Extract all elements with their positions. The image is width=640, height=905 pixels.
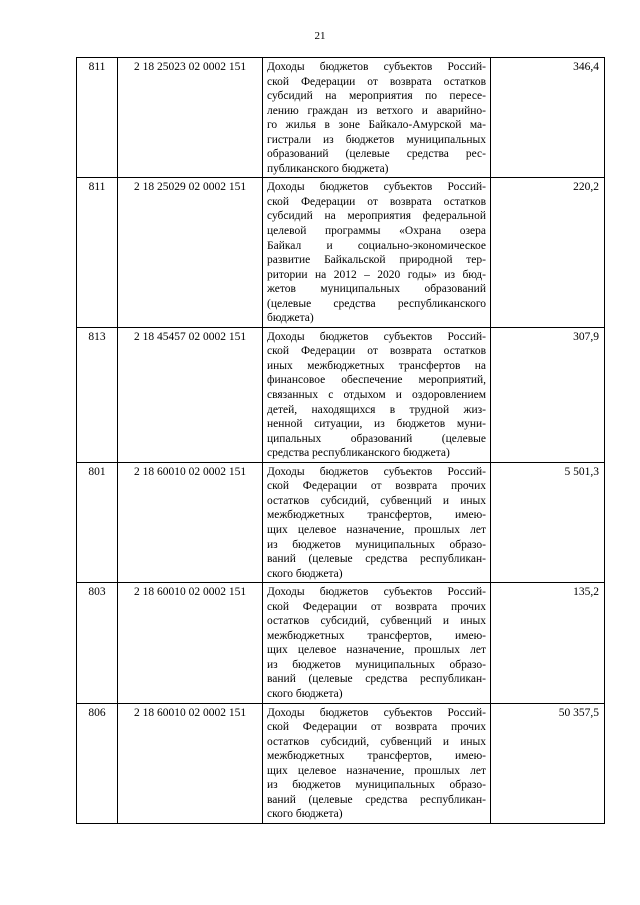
revenue-name-line: из бюджетов муниципальных образо-: [267, 779, 486, 792]
table-row: [77, 703, 605, 823]
revenue-name-line: субсидий на мероприятия по пересе-: [267, 90, 486, 103]
revenue-name-cell: [263, 58, 491, 178]
revenue-name-line: жетов муниципальных образований: [267, 283, 486, 296]
revenue-name-line: остатков субсидий, субвенций и иных: [267, 615, 486, 628]
amount-cell: 220,2: [491, 178, 605, 327]
revenue-name-line: остатков субсидий, субвенций и иных: [267, 494, 486, 507]
amount-cell: 307,9: [491, 327, 605, 462]
revenue-name-line: субсидий на мероприятия федеральной: [267, 210, 486, 223]
admin-code-cell: 813: [77, 327, 118, 462]
budget-classification-code-cell: 2 18 25023 02 0002 151: [118, 58, 263, 178]
revenue-name-line: ской Федерации от возврата прочих: [267, 721, 486, 734]
table-row: [77, 462, 605, 582]
revenue-name-line: Доходы бюджетов субъектов Россий-: [267, 465, 486, 478]
revenue-name-line: ненной ситуации, из бюджетов муни-: [267, 418, 486, 431]
revenue-name-line: ского бюджета): [267, 808, 343, 821]
admin-code-cell: 811: [77, 58, 118, 178]
revenue-name-line: гистрали из бюджетов муниципальных: [267, 133, 486, 146]
revenue-name-line: Байкал и социально-экономическое: [267, 239, 486, 252]
amount-cell: 50 357,5: [491, 703, 605, 823]
admin-code-cell: 811: [77, 178, 118, 327]
revenue-name-line: развитие Байкальской природной тер-: [267, 254, 486, 267]
revenue-name-line: щих целевое назначение, прошлых лет: [267, 523, 486, 536]
admin-code-cell: 806: [77, 703, 118, 823]
table-row: [77, 58, 605, 178]
revenue-name-line: публиканского бюджета): [267, 162, 389, 175]
revenue-name-line: межбюджетных трансфертов, имею-: [267, 509, 486, 522]
amount-cell: 346,4: [491, 58, 605, 178]
revenue-table-body: [77, 58, 605, 824]
revenue-name-cell: [263, 583, 491, 703]
revenue-name-line: образований (целевые средства рес-: [267, 148, 486, 161]
revenue-name-line: ритории на 2012 – 2020 годы» из бюд-: [267, 268, 486, 281]
revenue-name-line: го жилья в зоне Байкало-Амурской ма-: [267, 119, 486, 132]
amount-cell: 5 501,3: [491, 462, 605, 582]
revenue-name-line: из бюджетов муниципальных образо-: [267, 538, 486, 551]
revenue-name-line: ской Федерации от возврата остатков: [267, 75, 486, 88]
revenue-name-line: ской Федерации от возврата прочих: [267, 480, 486, 493]
budget-classification-code-cell: 2 18 60010 02 0002 151: [118, 462, 263, 582]
budget-classification-code-cell: 2 18 60010 02 0002 151: [118, 703, 263, 823]
revenue-name-line: связанных с отдыхом и оздоровлением: [267, 389, 486, 402]
revenue-name-line: финансовое обеспечение мероприятий,: [267, 374, 486, 387]
revenue-name-line: остатков субсидий, субвенций и иных: [267, 735, 486, 748]
admin-code-cell: 803: [77, 583, 118, 703]
revenue-name-line: щих целевое назначение, прошлых лет: [267, 644, 486, 657]
revenue-name-line: ской Федерации от возврата остатков: [267, 345, 486, 358]
revenue-name-line: ципальных образований (целевые: [267, 432, 486, 445]
revenue-name-line: Доходы бюджетов субъектов Россий-: [267, 330, 486, 343]
revenue-name-line: Доходы бюджетов субъектов Россий-: [267, 586, 486, 599]
revenue-name-line: детей, находящихся в трудной жиз-: [267, 403, 486, 416]
revenue-name-line: целевой программы «Охрана озера: [267, 225, 486, 238]
revenue-name-line: ского бюджета): [267, 687, 343, 700]
revenue-name-line: Доходы бюджетов субъектов Россий-: [267, 181, 486, 194]
budget-classification-code-cell: 2 18 45457 02 0002 151: [118, 327, 263, 462]
revenue-name-line: ваний (целевые средства республикан-: [267, 553, 486, 566]
revenue-name-line: средства республиканского бюджета): [267, 447, 450, 460]
budget-classification-code-cell: 2 18 60010 02 0002 151: [118, 583, 263, 703]
revenue-name-line: межбюджетных трансфертов, имею-: [267, 750, 486, 763]
revenue-name-line: ской Федерации от возврата прочих: [267, 600, 486, 613]
revenue-name-line: межбюджетных трансфертов, имею-: [267, 629, 486, 642]
budget-classification-code-cell: 2 18 25029 02 0002 151: [118, 178, 263, 327]
table-row: [77, 327, 605, 462]
revenue-name-line: из бюджетов муниципальных образо-: [267, 658, 486, 671]
revenue-name-cell: [263, 703, 491, 823]
table-row: [77, 178, 605, 327]
revenue-name-line: бюджета): [267, 312, 314, 325]
revenue-name-cell: [263, 327, 491, 462]
revenue-name-line: щих целевое назначение, прошлых лет: [267, 764, 486, 777]
revenue-table: [76, 57, 605, 824]
revenue-name-line: ского бюджета): [267, 567, 343, 580]
revenue-name-line: Доходы бюджетов субъектов Россий-: [267, 706, 486, 719]
revenue-name-line: ской Федерации от возврата остатков: [267, 195, 486, 208]
amount-cell: 135,2: [491, 583, 605, 703]
revenue-name-line: лению граждан из ветхого и аварийно-: [267, 104, 486, 117]
revenue-name-cell: [263, 462, 491, 582]
revenue-name-line: Доходы бюджетов субъектов Россий-: [267, 61, 486, 73]
table-row: [77, 583, 605, 703]
revenue-name-cell: [263, 178, 491, 327]
revenue-name-line: (целевые средства республиканского: [267, 297, 486, 310]
revenue-name-line: иных межбюджетных трансфертов на: [267, 359, 486, 372]
revenue-name-line: ваний (целевые средства республикан-: [267, 673, 486, 686]
revenue-name-line: ваний (целевые средства республикан-: [267, 793, 486, 806]
admin-code-cell: 801: [77, 462, 118, 582]
page-number: 21: [314, 30, 326, 42]
